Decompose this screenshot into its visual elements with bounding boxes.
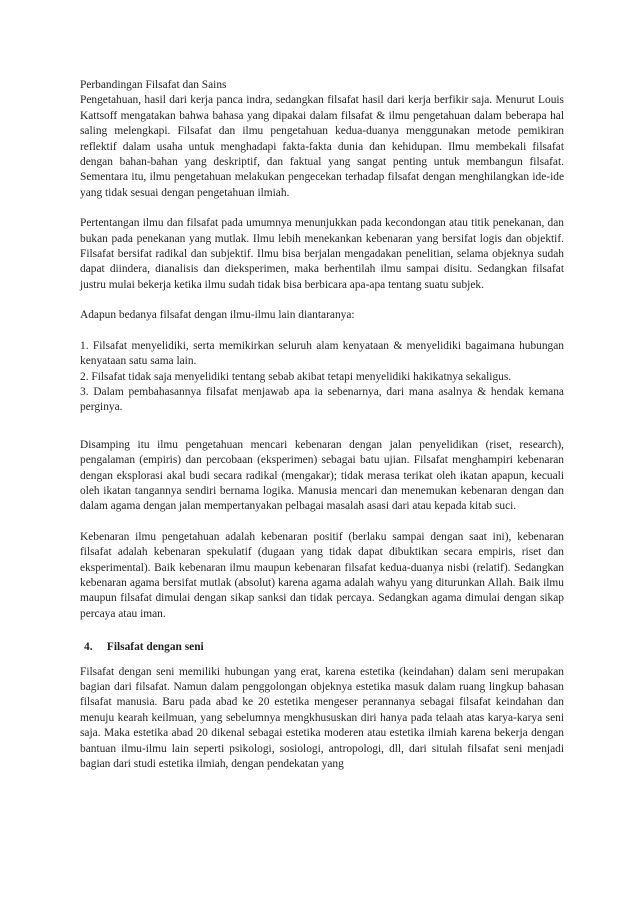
- list-item: 2. Filsafat tidak saja menyelidiki tentang sebab akibat tetapi menyelidiki hakikatnya sekaligus.: [80, 370, 512, 383]
- section-number: 4.: [84, 641, 93, 654]
- section-title: Perbandingan Filsafat dan Sains: [80, 79, 227, 91]
- list-item: 1. Filsafat menyelidiki, serta memikirkan seluruh alam kenyataan & menyelidiki bagaimana hubungan kenyataan satu sama lain.: [80, 339, 564, 368]
- section-heading: [80, 640, 564, 655]
- difference-list: [80, 339, 564, 416]
- paragraph-2: Pertentangan ilmu dan filsafat pada umumnya menunjukkan pada kecondongan atau titik penekanan, dan bukan pada penekanan yang mutlak. Ilmu lebih menekankan kebenaran yang bersifat logis dan objektif. Filsafat bersifat radikal dan subjektif. Ilmu bisa berjalan mengadakan penelitian, selama objeknya sudah dapat diindera, dianalisis dan dieksperimen, maka berhentilah ilmu sampai disitu. Sedangkan filsafat justru mulai bekerja ketika ilmu sudah tidak bisa berbicara apa-apa tentang suatu subjek.: [80, 217, 564, 291]
- paragraph-3: Adapun bedanya filsafat dengan ilmu-ilmu lain diantaranya:: [80, 309, 355, 322]
- paragraph-5: Kebenaran ilmu pengetahuan adalah kebenaran positif (berlaku sampai dengan saat ini), kebenaran filsafat adalah kebenaran spekulatif (dugaan yang tidak dapat dibuktikan secara empiris, riset dan eksperimental). Baik kebenaran ilmu maupun kebenaran filsafat kedua-duanya nisbi (relatif). Sedangkan kebenaran agama bersifat mutlak (absolut) karena agama adalah wahyu yang diturunkan Allah. Baik ilmu maupun filsafat dimulai dengan sikap sanksi dan tidak percaya. Sedangkan agama dimulai dengan sikap percaya atau iman.: [80, 530, 564, 620]
- paragraph-1: Pengetahuan, hasil dari kerja panca indra, sedangkan filsafat hasil dari kerja berfikir saja. Menurut Louis Kattsoff mengatakan bahwa bahasa yang dipakai dalam filsafat & ilmu pengetahuan dalam beberapa hal saling melengkapi. Filsafat dan ilmu pengetahuan kedua-duanya menggunakan metode pemikiran reflektif dalam usaha untuk menghadapi fakta-fakta dunia dan kehidupan. Ilmu membekali filsafat dengan bahan-bahan yang deskriptif, dan faktual yang sangat penting untuk membangun filsafat. Sementara itu, ilmu pengetahuan melakukan pengecekan terhadap filsafat dengan menghilangkan ide-ide yang tidak sesuai dengan pengetahuan ilmiah.: [80, 94, 564, 199]
- list-item: 3. Dalam pembahasannya filsafat menjawab apa ia sebenarnya, dari mana asalnya & hendak kemana perginya.: [80, 385, 564, 414]
- paragraph-6: Filsafat dengan seni memiliki hubungan yang erat, karena estetika (keindahan) dalam seni merupakan bagian dari filsafat. Namun dalam penggolongan objeknya estetika masuk dalam ruang lingkup bahasan filsafat manusia. Baru pada abad ke 20 estetika mengeser perannanya sebagai filsafat keindahan dan menuju kearah keilmuan, yang sebelumnya mengkhususkan diri hanya pada telaah atas karya-karya seni saja. Maka estetika abad 20 dikenal sebagai estetika moderen atau estetika ilmiah karena bekerja dengan bantuan ilmu-ilmu lain seperti psikologi, sosiologi, antropologi, dll, dari situlah filsafat seni menjadi bagian dari studi estetika ilmiah, dengan pendekatan yang: [80, 665, 564, 771]
- section-heading-title: Filsafat dengan seni: [106, 641, 204, 654]
- paragraph-4: Disamping itu ilmu pengetahuan mencari kebenaran dengan jalan penyelidikan (riset, research), pengalaman (empiris) dan percobaan (eksperimen) sebagai batu ujian. Filsafat menghampiri kebenaran dengan eksplorasi akal budi secara radikal (mengakar); tidak merasa terikat oleh ikatan apapun, kecuali oleh ikatan tangannya sendiri bernama logika. Manusia mencari dan menemukan kebenaran dengan dan dalam agama dengan jalan mempertanyakan pelbagai masalah asasi dari atau kepada kitab suci.: [80, 438, 564, 513]
